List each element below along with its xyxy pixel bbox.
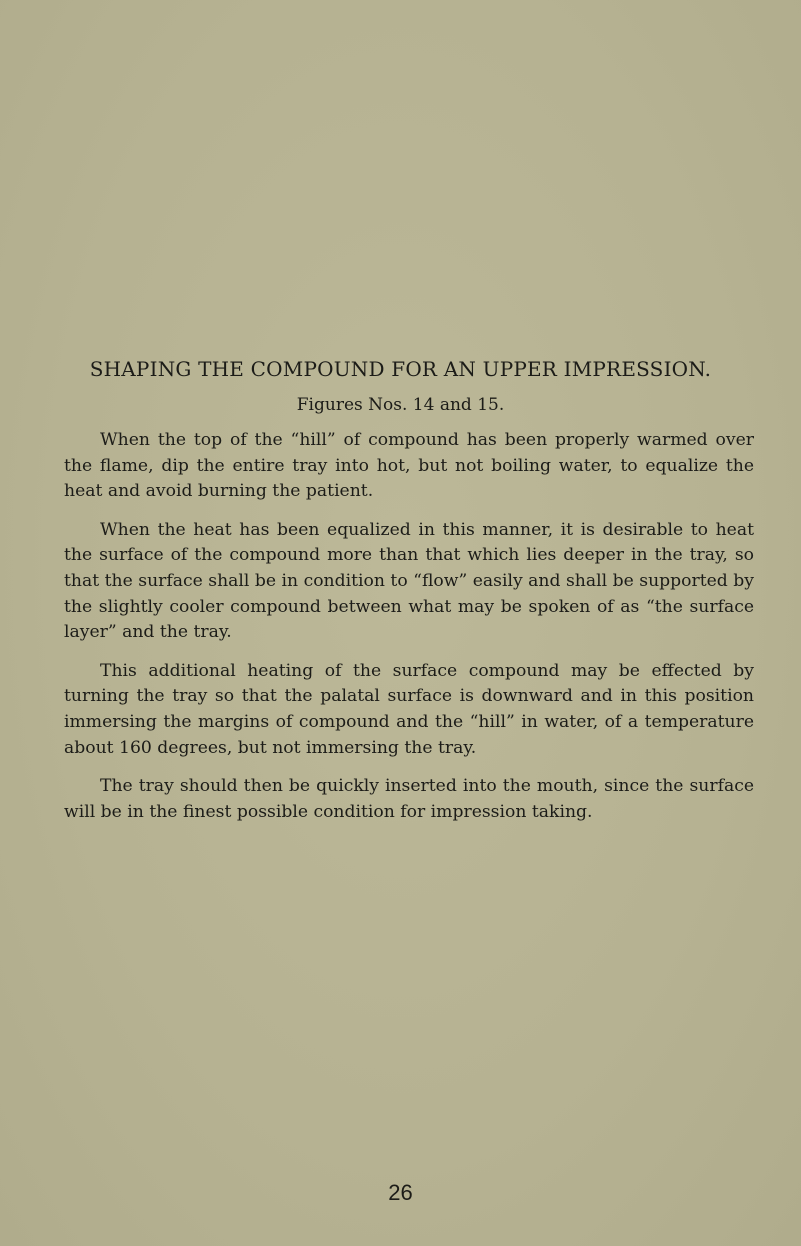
body-text — [64, 428, 754, 838]
figure-reference: Figures Nos. 14 and 15. — [296, 395, 505, 415]
paragraph-3: This additional heating of the surface compound may be effected by turning the tray so that the palatal surface is downward and in this position immersing the margins of compound and the “hill” in water, of a temperature about 160 degrees, but not immersing the tray. — [64, 660, 754, 758]
paragraph-2: When the heat has been equalized in this manner, it is desirable to heat the surface of the compound more than that which lies deeper in the tray, so that the surface shall be in condition to “flow” easily and shall be supported by the slightly cooler compound between what may be spoken of as “the surface layer” and the tray. — [64, 519, 754, 643]
section-title: SHAPING THE COMPOUND FOR AN UPPER IMPRESSION. — [89, 357, 712, 381]
paragraph-1: When the top of the “hill” of compound has been properly warmed over the flame, dip the entire tray into hot, but not boiling water, to equalize the heat and avoid burning the patient. — [64, 430, 754, 502]
paragraph-4: The tray should then be quickly inserted into the mouth, since the surface will be in the finest possible condition for impression taking. — [64, 776, 754, 822]
page-number: 26 — [388, 1180, 413, 1205]
